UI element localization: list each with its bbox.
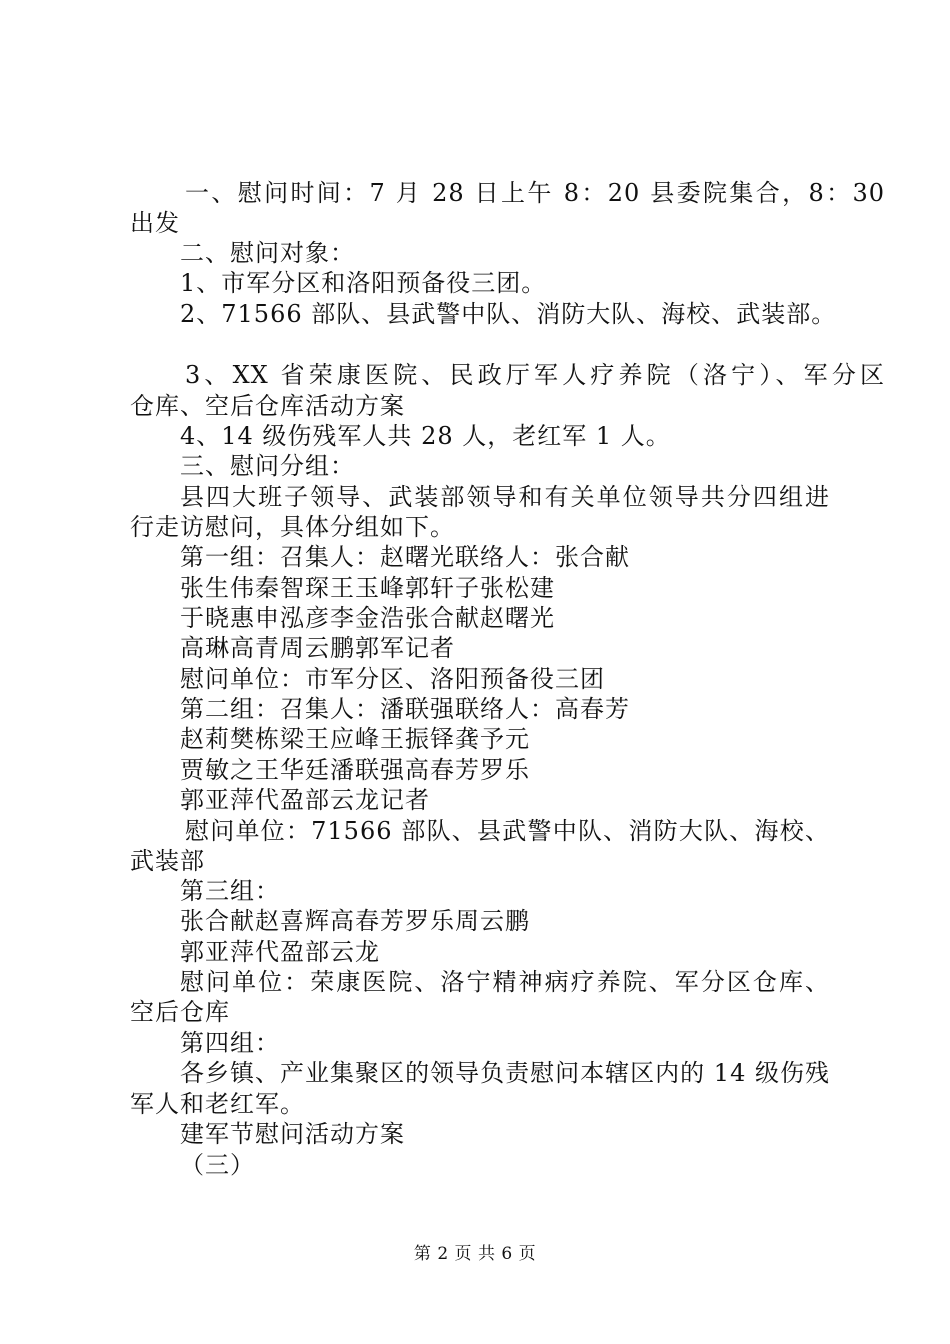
text-line: 各乡镇、产业集聚区的领导负责慰问本辖区内的 14 级伤残 [180, 1059, 830, 1087]
text-line: 县四大班子领导、武装部领导和有关单位领导共分四组进 [180, 483, 830, 511]
text-line: 第二组：召集人：潘联强联络人：高春芳 [180, 695, 630, 723]
text-line: 张生伟秦智琛王玉峰郭轩子张松建 [180, 574, 555, 602]
text-line: 2、71566 部队、县武警中队、消防大队、海校、武装部。 [180, 300, 837, 328]
text-line: 高琳高青周云鹏郭军记者 [180, 634, 455, 662]
text-line: 慰问单位：市军分区、洛阳预备役三团 [180, 665, 605, 693]
text-line: 出发 [130, 209, 180, 237]
text-line: 张合献赵喜辉高春芳罗乐周云鹏 [180, 907, 530, 935]
text-line: 赵莉樊栋梁王应峰王振铎龚予元 [180, 725, 530, 753]
text-line: 仓库、空后仓库活动方案 [130, 392, 405, 420]
text-line: 3、XX 省荣康医院、民政厅军人疗养院（洛宁）、军分区 [185, 361, 885, 389]
text-line: 行走访慰问，具体分组如下。 [130, 513, 455, 541]
text-line: 慰问单位：71566 部队、县武警中队、消防大队、海校、 [185, 817, 830, 845]
text-line: 二、慰问对象： [180, 239, 355, 267]
text-line: 贾敏之王华廷潘联强高春芳罗乐 [180, 756, 530, 784]
page-number-footer: 第 2 页 共 6 页 [413, 1244, 537, 1264]
text-line: 1、市军分区和洛阳预备役三团。 [180, 269, 547, 297]
text-line: 郭亚萍代盈部云龙 [180, 938, 380, 966]
text-line: 建军节慰问活动方案 [180, 1120, 405, 1148]
text-line: 武装部 [130, 847, 205, 875]
text-line: 三、慰问分组： [180, 452, 355, 480]
text-line: 于晓惠申泓彦李金浩张合献赵曙光 [180, 604, 555, 632]
text-line: 空后仓库 [130, 998, 230, 1026]
text-line: 第一组：召集人：赵曙光联络人：张合献 [180, 543, 630, 571]
text-line: 4、14 级伤残军人共 28 人，老红军 1 人。 [180, 422, 671, 450]
text-line: （三） [180, 1151, 255, 1179]
text-line: 慰问单位：荣康医院、洛宁精神病疗养院、军分区仓库、 [180, 968, 830, 996]
text-line: 第四组： [180, 1029, 280, 1057]
text-line: 一、慰问时间：7 月 28 日上午 8：20 县委院集合，8：30 [185, 179, 885, 207]
text-line: 郭亚萍代盈部云龙记者 [180, 786, 430, 814]
text-line: 第三组： [180, 877, 280, 905]
text-line: 军人和老红军。 [130, 1090, 305, 1118]
